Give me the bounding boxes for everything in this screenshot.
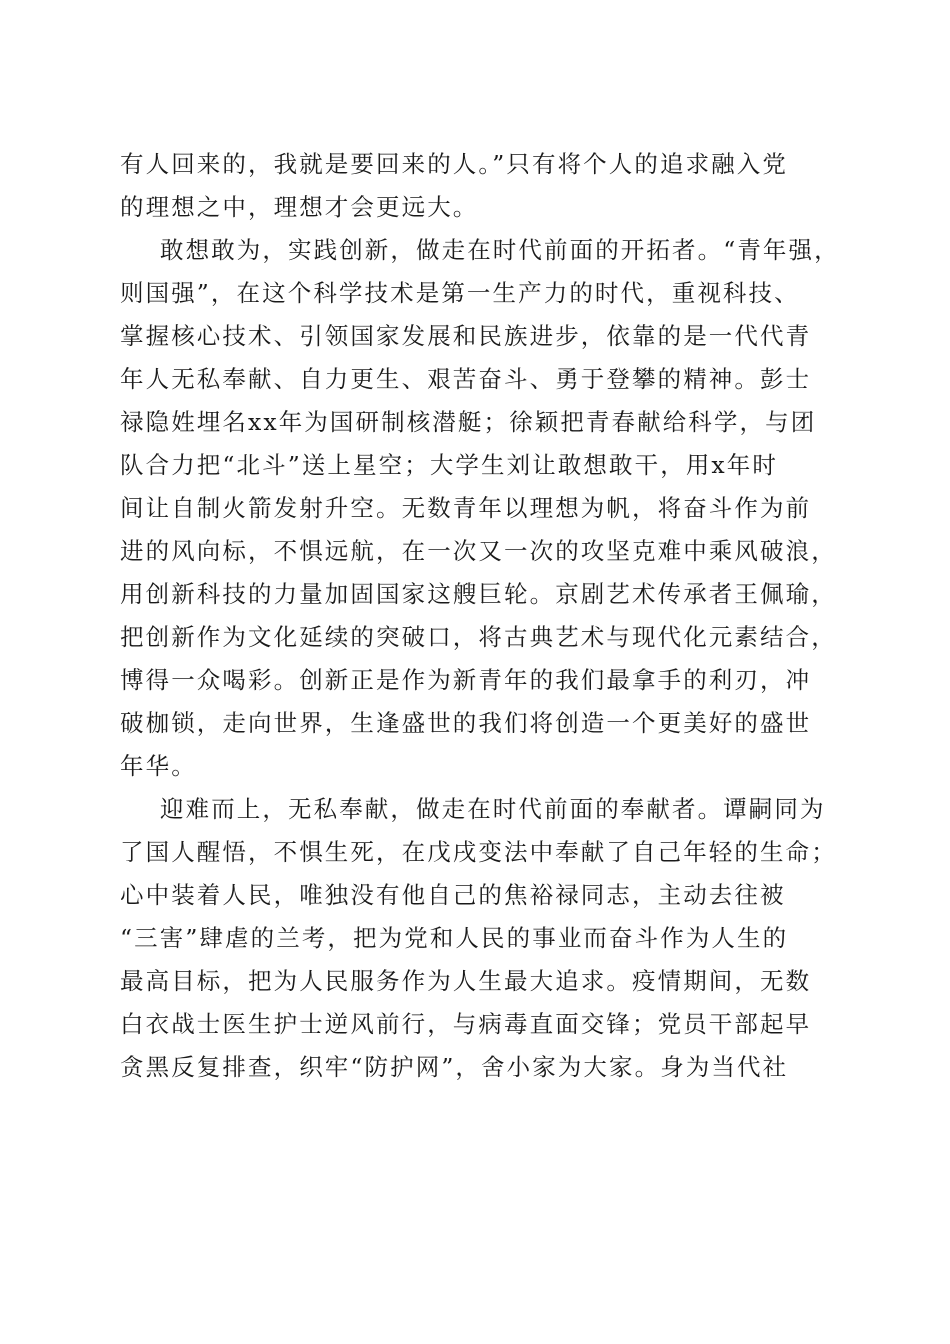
text-line: 破枷锁，走向世界，生逢盛世的我们将创造一个更美好的盛世 bbox=[120, 709, 812, 737]
paragraph-2 bbox=[120, 229, 840, 788]
text-line: 年华。 bbox=[120, 752, 197, 780]
text-line: 博得一众喝彩。创新正是作为新青年的我们最拿手的利刃，冲 bbox=[120, 666, 812, 694]
text-line: 把创新作为文化延续的突破口，将古典艺术与现代化元素结合， bbox=[120, 623, 837, 651]
text-line: 心中装着人民，唯独没有他自己的焦裕禄同志，主动去往被 bbox=[120, 881, 786, 909]
text-line: 有人回来的，我就是要回来的人。”只有将个人的追求融入党 bbox=[120, 150, 788, 178]
paragraph-3 bbox=[120, 788, 837, 1089]
text-line: 进的风向标，不惧远航，在一次又一次的攻坚克难中乘风破浪， bbox=[120, 537, 837, 565]
text-line: 贪黑反复排查，织牢“防护网”，舍小家为大家。身为当代社 bbox=[120, 1053, 789, 1081]
paragraph-1 bbox=[120, 143, 830, 229]
text-line: 掌握核心技术、引领国家发展和民族进步，依靠的是一代代青 bbox=[120, 322, 812, 350]
text-line: 白衣战士医生护士逆风前行，与病毒直面交锋；党员干部起早 bbox=[120, 1010, 812, 1038]
text-line: 最高目标，把为人民服务作为人生最大追求。疫情期间，无数 bbox=[120, 967, 812, 995]
text-line: 则国强”，在这个科学技术是第一生产力的时代，重视科技、 bbox=[120, 279, 800, 307]
body-text bbox=[120, 143, 840, 1089]
text-line: 敢想敢为，实践创新，做走在时代前面的开拓者。“青年强， bbox=[160, 236, 840, 264]
text-line: 用创新科技的力量加固国家这艘巨轮。京剧艺术传承者王佩瑜， bbox=[120, 580, 837, 608]
text-line: 禄隐姓埋名xx年为国研制核潜艇；徐颖把青春献给科学，与团 bbox=[120, 408, 817, 436]
text-line: “三害”肆虐的兰考，把为党和人民的事业而奋斗作为人生的 bbox=[120, 924, 789, 952]
text-line: 年人无私奉献、自力更生、艰苦奋斗、勇于登攀的精神。彭士 bbox=[120, 365, 812, 393]
text-line: 迎难而上，无私奉献，做走在时代前面的奉献者。谭嗣同为 bbox=[160, 795, 826, 823]
text-line: 间让自制火箭发射升空。无数青年以理想为帆，将奋斗作为前 bbox=[120, 494, 812, 522]
text-line: 队合力把“北斗”送上星空；大学生刘让敢想敢干，用x年时 bbox=[120, 451, 778, 479]
text-line: 了国人醒悟，不惧生死，在戊戌变法中奉献了自己年轻的生命； bbox=[120, 838, 837, 866]
text-line: 的理想之中，理想才会更远大。 bbox=[120, 193, 479, 221]
